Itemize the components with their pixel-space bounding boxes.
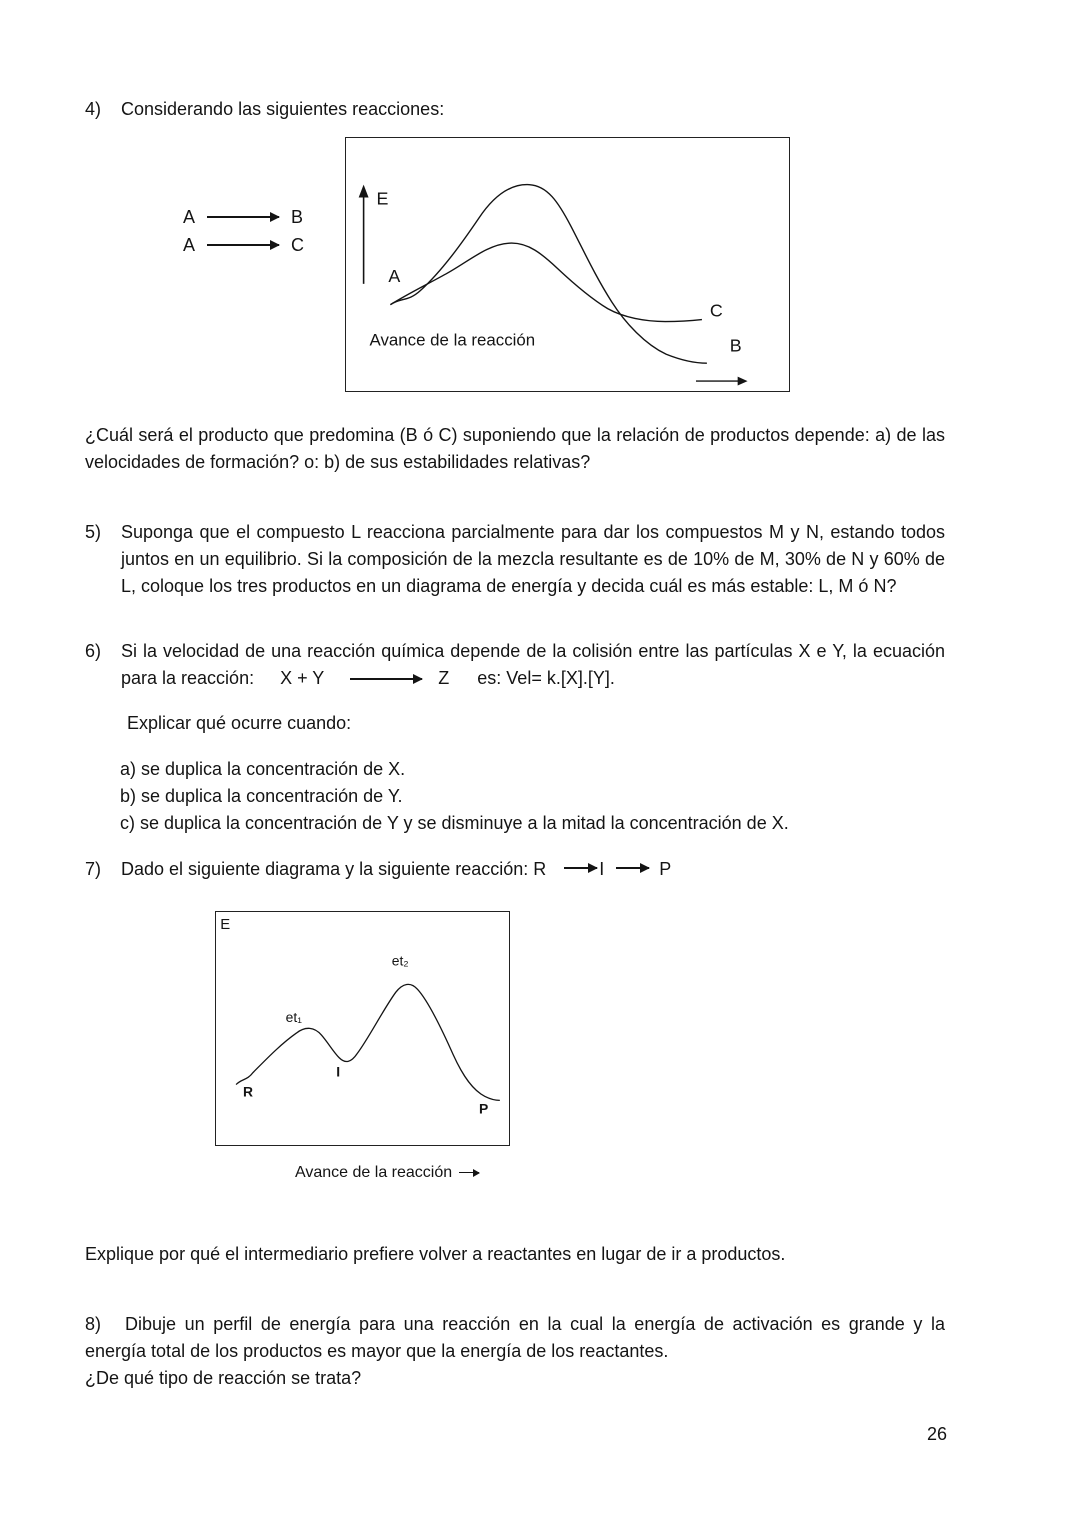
q8-paragraph	[85, 1311, 945, 1365]
q8-text: Dibuje un perfil de energía para una reacción en la cual la energía de activación es grande y la energía total de los productos es mayor que la energía de los reactantes.	[85, 1314, 945, 1361]
q5-paragraph	[85, 519, 945, 600]
q7-intro-text: Dado el siguiente diagrama y la siguiente reacción: R	[121, 859, 547, 879]
right-arrow-icon	[207, 216, 279, 218]
q7-diagram-caption	[295, 1159, 945, 1186]
product-c-label: C	[709, 300, 723, 321]
q7-energy-diagram-box	[215, 911, 510, 1146]
q7-intro	[85, 856, 945, 883]
q4-energy-diagram-box	[345, 137, 790, 392]
q4-intro-text: Considerando las siguientes reacciones:	[121, 99, 445, 119]
q4-question: ¿Cuál será el producto que predomina (B ó C) suponiendo que la relación de productos depende: a) de las velocidades de formación? o: b) de sus estabilidades relativas?	[85, 425, 945, 472]
q4-reaction-equations	[183, 203, 304, 259]
q4-energy-diagram	[346, 138, 789, 391]
energy-axis-label: E	[376, 188, 389, 209]
caption-text: Avance de la reacción	[295, 1164, 453, 1181]
intermediate-i-label: I	[336, 1063, 341, 1080]
equation-right: Z	[438, 668, 450, 688]
q6-number: 6)	[85, 641, 102, 661]
q6-items	[85, 756, 945, 837]
q6-intro	[85, 638, 945, 692]
q7-energy-diagram	[216, 912, 509, 1145]
product-label: P	[659, 859, 672, 879]
product-label: B	[291, 206, 304, 227]
q6-item-a: a) se duplica la concentración de X.	[120, 759, 406, 779]
progress-arrowhead-icon	[738, 377, 748, 386]
reactant-label: A	[183, 206, 196, 227]
page-number: 26	[926, 1424, 947, 1444]
q7-number: 7)	[85, 859, 102, 879]
right-arrow-icon	[350, 678, 422, 680]
energy-axis-arrowhead-icon	[359, 185, 369, 198]
q8-number: 8)	[85, 1314, 102, 1334]
energy-curve-to-c	[390, 243, 702, 321]
q6-intro-text: Si la velocidad de una reacción química depende de la colisión entre las partículas X e Y, la ecuación para la reacción:	[121, 641, 945, 688]
q4-figure	[85, 137, 945, 392]
q4-number: 4)	[85, 99, 102, 119]
transition-state-2-label: et₂	[391, 952, 409, 969]
q6-item-b: b) se duplica la concentración de Y.	[120, 786, 403, 806]
reactant-r-label: R	[243, 1083, 254, 1100]
q5-text: Suponga que el compuesto L reacciona parcialmente para dar los compuestos M y N, estando todos juntos en un equilibrio. Si la composición de la mezcla resultante es de 10% de M, 30% de N y 60% de L, coloque los tres productos en un diagrama de energía y decida cuál es más estable: L, M ó N?	[121, 522, 945, 596]
reactant-a-label: A	[388, 265, 401, 286]
x-axis-label: Avance de la reacción	[369, 330, 536, 350]
reactant-label: A	[183, 234, 196, 255]
product-p-label: P	[479, 1100, 489, 1117]
q7-followup: Explique por qué el intermediario prefiere volver a reactantes en lugar de ir a productos.	[85, 1244, 786, 1264]
product-label: C	[291, 234, 305, 255]
product-b-label: B	[729, 335, 742, 356]
transition-state-1-label: et₁	[285, 1009, 302, 1026]
q8-question: ¿De qué tipo de reacción se trata?	[85, 1368, 362, 1388]
energy-axis-label: E	[220, 916, 231, 933]
equation-rate-law: es: Vel= k.[X].[Y].	[477, 668, 615, 688]
right-arrow-icon	[459, 1172, 479, 1174]
reaction-energy-curve	[236, 984, 500, 1100]
right-arrow-icon	[564, 867, 597, 869]
q6-item-c: c) se duplica la concentración de Y y se disminuye a la mitad la concentración de X.	[120, 813, 789, 833]
reaction-equation-2	[183, 231, 304, 259]
equation-left: X + Y	[280, 668, 325, 688]
right-arrow-icon	[207, 244, 279, 246]
reaction-equation-1	[183, 203, 304, 231]
q4-intro	[85, 96, 945, 123]
intermediate-label: I	[599, 859, 605, 879]
q5-number: 5)	[85, 522, 102, 542]
q6-explain: Explicar qué ocurre cuando:	[127, 713, 352, 733]
right-arrow-icon	[616, 867, 649, 869]
